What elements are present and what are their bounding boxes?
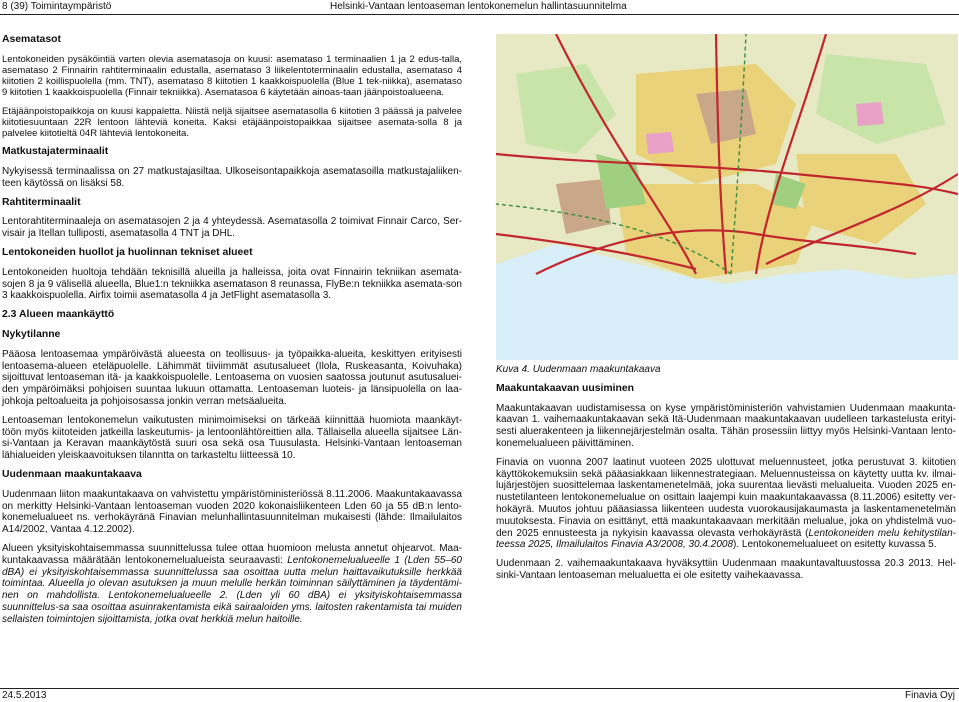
- header-divider: [0, 14, 959, 15]
- paragraph-asematasot: Lentokoneiden pysäköintiä varten olevia asematasoja on kuusi: asemataso 1 terminaalien 1 ja 2 edus-talla, asemataso 2 Finnairin rahtiterminaalin edustalla, asemataso 3 liikelentoterminaalin edustalla, asemataso 4 kiitotien 2 koillispuolella (mm. TNT), asemataso 8 kiitotien 1 kaakkoispuolella (Blue 1 tek-niikka), asemataso 9 kiitotien 1 kaakkoispuolella (Finnair tekniikka). Asematasoa 6 käytetään ainoas-taan jäänpoistoalueena.: [2, 53, 462, 99]
- paragraph-uusiminen: Maakuntakaavan uudistamisessa on kyse ympäristöministeriön vahvistamien Uudenmaan maakunta-kaavan 1. vaihemaakuntakaavan sekä Itä-Uudenmaan maakuntakaavan uudelleen tarkastelusta erityi-sesti aluerakenteen ja liikennejärjestelmän osalta. Tähän prosessiin liittyy myös Helsinki-Vantaan lento-konemelualueen päivittäminen.: [496, 402, 956, 449]
- paragraph-huollot: Lentokoneiden huoltoja tehdään teknisillä alueilla ja halleissa, joita ovat Finnairin tekniikan asemata-sojen 8 ja 9 välisellä alueella, Blue1:n tekniikka asematason 8 reunassa, FlyBe:n tekniikka asemata-son 3 kaakkoispuolella. Airfix toimii asematasolla 4 ja JetFlight asematasolla 3.: [2, 266, 462, 302]
- map-graphic: [496, 34, 958, 360]
- paragraph-nykytilanne: Pääosa lentoasemaa ympäröivästä alueesta on teollisuus- ja työpaikka-alueita, keskittyen erityisesti lentoasema-alueen eteläpuolelle. Lähimmät tiiviimmät asutusalueet (Ilola, Ruskeasanta, Koivuhaka) sijoittuvat lentoaseman itä- ja kaakkoispuolelle. Lentoasema on vuosien saatossa joutunut asutusaluei-den ympäröimäksi pohjoisen suuntaa lukuun ottamatta. Lentoaseman luoteis- ja länsipuolella on laa-johkoja peltoalueita ja pohjoisosassa jonkin verran metsäalueita.: [2, 348, 462, 407]
- heading-uudenmaan-maakuntakaava: Uudenmaan maakuntakaava: [2, 468, 142, 480]
- paragraph-maankaytto: Lentoaseman lentokonemelun vaikutusten minimoimiseksi on tärkeää kiinnittää huomiota maankäyt-töön myös kiitoteiden jatkeilla laskeutumis- ja lentoonlähtöreittien alla. Tällaisella alueella sijaitsee Län-si-Vantaan ja Keravan maankäytöstä suuri osa sekä osa Tuusulasta. Helsinki-Vantaan lentoaseman lähialueiden yleiskaavoituksen tilanntta on tarkasteltu liitteessä 10.: [2, 414, 462, 462]
- page-header: [0, 0, 959, 14]
- heading-asematasot: Asematasot: [2, 34, 61, 45]
- heading-section-2-3: 2.3 Alueen maankäyttö: [2, 309, 115, 321]
- paragraph-maakuntakaava: Uudenmaan liiton maakuntakaava on vahvistettu ympäristöministeriössä 8.11.2006. Maakuntakaavassa on merkitty Helsinki-Vantaan lentoaseman vuoden 2020 kokonaisliikenteen Lden 60 ja 55 dB:n lento-konemelualueet ns. verhokäyränä Finavian melunhallintasuunnitelman mukaisesti (lähde: Ilmailulaitos A14/2002, Vantaa 4.12.2002).: [2, 488, 462, 536]
- paragraph-meluennusteet: [496, 457, 956, 551]
- header-document-title: Helsinki-Vantaan lentoaseman lentokonemelun hallintasuunnitelma: [330, 1, 627, 12]
- regional-plan-map: [496, 34, 958, 360]
- map-protected-area-1: [646, 132, 674, 154]
- heading-nykytilanne: Nykytilanne: [2, 328, 61, 340]
- meluennusteet-text-b: ). Lentokonemelualueet on esitetty kuvassa 5.: [733, 539, 937, 551]
- footer-date: 24.5.2013: [2, 690, 47, 701]
- meluennusteet-text-a: Finavia on vuonna 2007 laatinut vuoteen 2025 ulottuvat meluennusteet, jotka perustuvat 3. kiitotien käyttökokemuksiin sekä pääasiakkaan liikennestrategiaan. Meluennusteissa on käytetty uutta kv. ilmai-lujärjestöjen suosittelemaa laskentamenetelmää, joka suurentaa lievästi melualueita. Vuoden 2025 en-nustetilanteen lentokonemelualue on osittain laajempi kuin maakuntakaavassa (8.11.2006) esitetty ver-hokäyrä. Muutos johtuu pääasiassa liikenteen uudesta vuorokausijakaumasta ja laskentamenetelmän muutoksesta. Finavia on esittänyt, että maakuntakaavaan merkitään melualue, joka on yhdistelmä vuo-den 2025 ennusteesta ja nykyisin kaavassa olevasta verhokäyrästä (: [496, 456, 956, 539]
- footer-company: Finavia Oyj: [904, 690, 955, 701]
- meluennusteet-reference: Lentokoneiden melu kehitystilan-teessa 2025, Ilmailulaitos Finavia A3/2008, 30.4.2008: [496, 527, 956, 551]
- heading-matkustajaterminaalit: Matkustajaterminaalit: [2, 146, 109, 158]
- map-caption: Kuva 4. Uudenmaan maakuntakaava: [496, 364, 661, 375]
- paragraph-etajaanpoisto: Etäjäänpoistopaikkoja on kuusi kappaletta. Niistä neljä sijaitsee asematasolla 6 kiitotien 3 päässä ja palvelee kiitotiesuuntaan 22R lentoon lähteviä koneita. Kaksi etäjäänpoistopaikkaa sijaitsee asemata-solla 8 ja palvelee kiitotieltä 04R lähteviä lentokoneita.: [2, 105, 462, 140]
- header-page-section: 8 (39) Toimintaympäristö: [2, 1, 112, 12]
- paragraph-matkustajaterminaalit: Nykyisessä terminaalissa on 27 matkustajasiltaa. Ulkoseisontapaikkoja asematasoilla matkustajaliiken-teen käytössä on lisäksi 58.: [2, 166, 462, 189]
- right-column: [496, 364, 956, 589]
- map-protected-area-2: [856, 102, 884, 126]
- heading-huollot: Lentokoneiden huollot ja huolinnan tekniset alueet: [2, 247, 253, 258]
- heading-maakuntakaavan-uusiminen: Maakuntakaavan uusiminen: [496, 382, 635, 394]
- paragraph-vaihemaakuntakaava: Uudenmaan 2. vaihemaakuntakaava hyväksyttiin Uudenmaan maakuntavaltuustossa 20.3 2013. Hel-sinki-Vantaan lentoaseman melualuetta ei ole esitetty vaihekaavassa.: [496, 558, 956, 581]
- paragraph-ohjearvot: [2, 543, 462, 626]
- page-footer: [0, 689, 959, 702]
- heading-rahtiterminaalit: Rahtiterminaalit: [2, 196, 81, 208]
- left-column: [2, 34, 462, 633]
- ohjearvot-quote: Lentokonemelualueelle 1 (Lden 55–60 dBA) ei yksityiskohtaisemmassa suunnittelussa saa osoittaa uutta melun haittavaikutuksille herkkää toimintaa. Alueella jo olevan asutuksen ja muun melulle herkän toiminnan säilyttäminen ja täydentämi-nen on mahdollista. Lentokonemelualueelle 2. (Lden yli 60 dBA) ei yksityiskohtaisemmassa suunnittelus-sa saa osoittaa asuinrakentamista eikä sairaaloiden yms. laitosten rakentamista tai muiden sellaisten toimintojen sijoittamista, jotka ovat herkkiä melun haitoille.: [2, 554, 462, 625]
- paragraph-rahtiterminaalit: Lentorahtiterminaaleja on asematasojen 2 ja 4 yhteydessä. Asematasolla 2 toimivat Finnair Carco, Ser-visair ja Itellan tulliposti, asematasolla 4 TNT ja DHL.: [2, 216, 462, 240]
- ohjearvot-text: Alueen yksityiskohtaisemmassa suunnittelussa tulee ottaa huomioon melusta annetut ohjearvot. Maa-kuntakaavassa määrätään lentokonemelualueista seuraavasti:: [2, 542, 462, 566]
